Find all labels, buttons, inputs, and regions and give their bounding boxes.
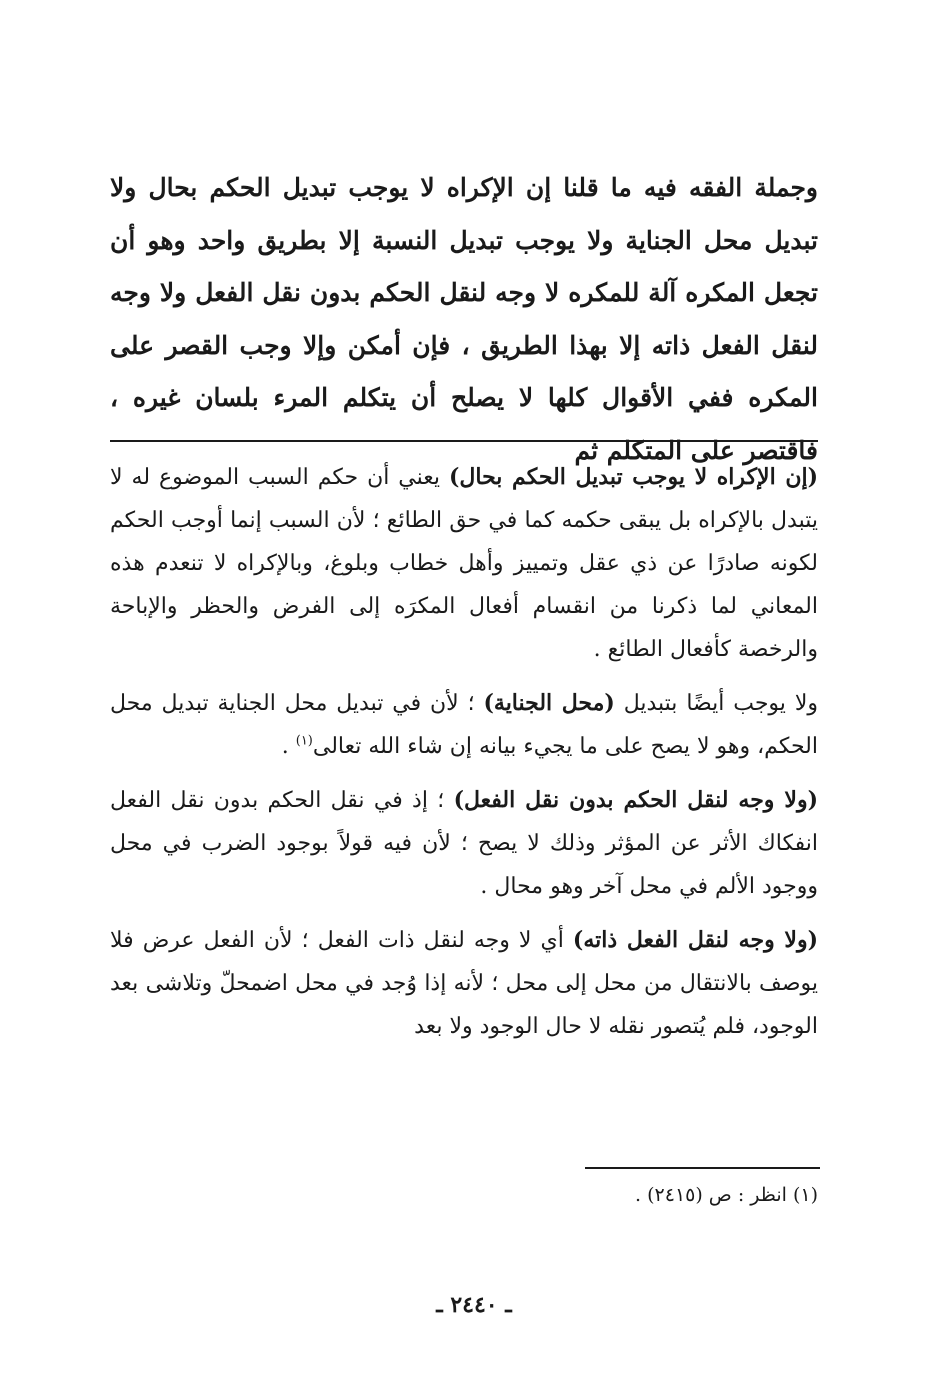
- main-text: [110, 162, 818, 477]
- footnote: [110, 1178, 818, 1212]
- commentary-paragraph-1: [110, 456, 818, 671]
- paragraph-text: أي لا وجه لنقل ذات الفعل ؛ لأن الفعل عرض فلا يوصف بالانتقال من محل إلى محل ؛ لأنه إذا وُجد في محل اضمحلّ وتلاشى بعد الوجود، فلم يُتصور نقله لا حال الوجود ولا بعد: [110, 928, 818, 1039]
- quoted-phrase: (ولا وجه لنقل الحكم بدون نقل الفعل): [453, 787, 818, 813]
- commentary-paragraph-4: [110, 919, 818, 1048]
- paragraph-text: ؛ إذ في نقل الحكم بدون نقل الفعل انفكاك الأثر عن المؤثر وذلك لا يصح ؛ لأن فيه قولاً بوجود الضرب في محل ووجود الألم في محل آخر وهو محال .: [110, 788, 818, 899]
- commentary-paragraph-2: [110, 682, 818, 768]
- separator-rule: [110, 440, 818, 442]
- paragraph-text-end: .: [281, 734, 296, 759]
- quoted-phrase: (إن الإكراه لا يوجب تبديل الحكم بحال): [449, 464, 818, 490]
- footnote-separator: [585, 1167, 820, 1169]
- main-text-body: وجملة الفقه فيه ما قلنا إن الإكراه لا يوجب تبديل الحكم بحال ولا تبديل محل الجناية ولا يوجب تبديل النسبة إلا بطريق واحد وهو أن تجعل المكره آلة للمكره لا وجه لنقل الحكم بدون نقل الفعل ولا وجه لنقل الفعل ذاته إلا بهذا الطريق ، فإن أمكن وإلا وجب القصر على المكره ففي الأقوال كلها لا يصلح أن يتكلم المرء بلسان غيره ، فاقتصر على المتكلم ثم: [110, 173, 818, 465]
- footnote-reference[interactable]: (١): [295, 733, 313, 749]
- commentary: [110, 456, 818, 1059]
- commentary-paragraph-3: [110, 779, 818, 908]
- paragraph-text: ولا يوجب أيضًا بتبديل: [614, 691, 818, 716]
- paragraph-text: يعني أن حكم السبب الموضوع له لا يتبدل بالإكراه بل يبقى حكمه كما في حق الطائع ؛ لأن السبب إنما أوجب الحكم لكونه صادرًا عن ذي عقل وتمييز وأهل خطاب وبلوغ، وبالإكراه لا تنعدم هذه المعاني لما ذكرنا من انقسام أفعال المكرَه إلى الفرض والحظر والإباحة والرخصة كأفعال الطائع .: [110, 465, 818, 662]
- quoted-phrase: (ولا وجه لنقل الفعل ذاته): [572, 927, 818, 953]
- footnote-text: (١) انظر : ص (٢٤١٥) .: [635, 1184, 818, 1206]
- paragraph-text: ؛ لأن في تبديل محل الجناية تبديل محل الحكم، وهو لا يصح على ما يجيء بيانه إن شاء الله تعالى: [110, 691, 818, 759]
- quoted-phrase: (محل الجناية): [483, 690, 615, 716]
- page-number: ـ ٢٤٤٠ ـ: [436, 1292, 512, 1318]
